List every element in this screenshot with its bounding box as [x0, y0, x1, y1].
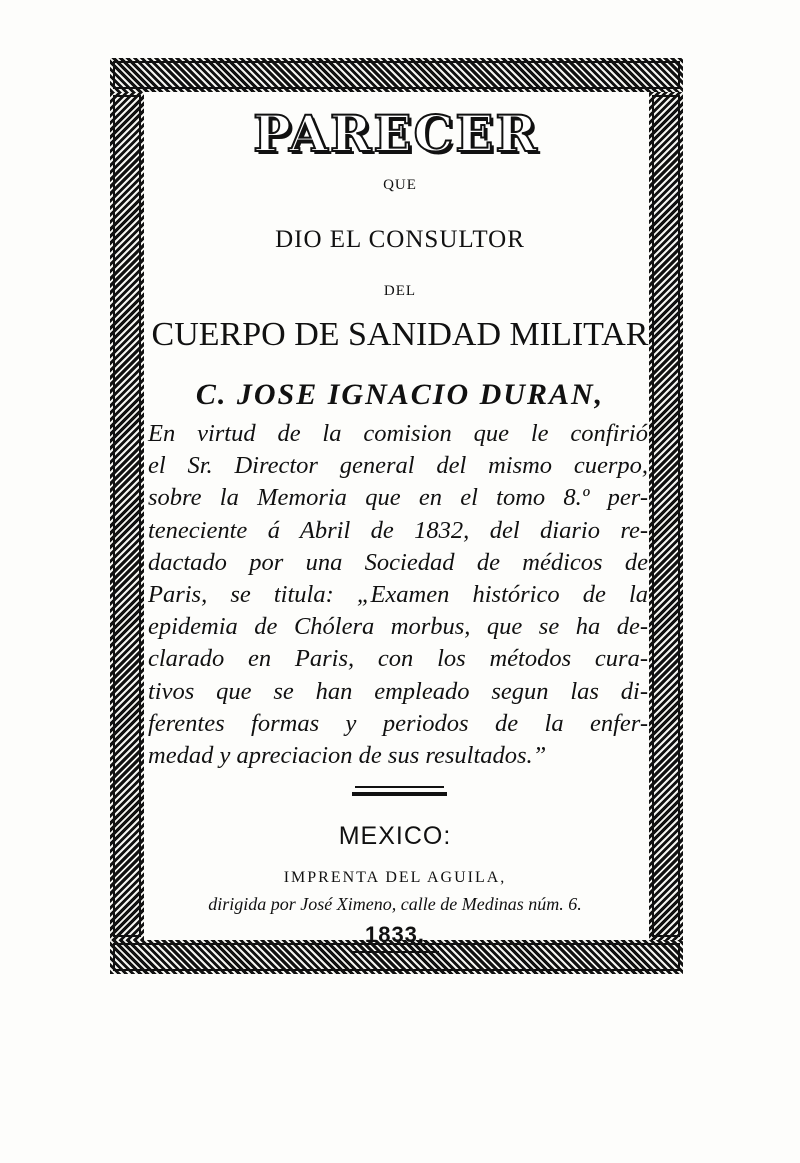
subtitle-consultor: DIO EL CONSULTOR — [275, 226, 525, 253]
description-paragraph — [148, 418, 648, 772]
paragraph-line: medad y apreciacion de sus resultados.” — [148, 742, 547, 770]
paragraph-line: teneciente á Abril de 1832, del diario re- — [148, 516, 648, 544]
paragraph-line: Paris, se titula: „Examen histórico de la — [148, 581, 648, 609]
paragraph-line: ferentes formas y periodos de la enfer- — [148, 709, 648, 737]
paragraph-line: el Sr. Director general del mismo cuerpo, — [148, 452, 648, 480]
border-left — [110, 92, 144, 940]
divider-rule-thick — [352, 792, 447, 796]
imprint-address: dirigida por José Ximeno, calle de Medinas núm. 6. — [208, 894, 582, 914]
page-title: PARECER — [253, 104, 539, 163]
imprint-city: MEXICO: — [338, 822, 452, 850]
bottom-rule — [353, 951, 439, 953]
paragraph-line: dactado por una Sociedad de médicos de — [148, 548, 648, 576]
paragraph-line: sobre la Memoria que en el tomo 8.º per- — [148, 484, 648, 512]
subtitle-del: DEL — [383, 283, 417, 299]
subtitle-que: QUE — [383, 177, 417, 193]
border-right — [649, 92, 683, 940]
paragraph-line: tivos que se han empleado segun las di- — [148, 677, 648, 705]
paragraph-line: En virtud de la comision que le confirió — [148, 420, 648, 447]
imprint-year: 1833. — [364, 922, 426, 947]
divider-rule — [355, 786, 444, 788]
institution-name: CUERPO DE SANIDAD MILITAR — [151, 316, 649, 353]
paragraph-line: clarado en Paris, con los métodos cura- — [148, 645, 648, 673]
border-top — [110, 58, 683, 92]
author-name: C. JOSE IGNACIO DURAN, — [195, 378, 605, 411]
imprint-press: IMPRENTA DEL AGUILA, — [283, 869, 507, 886]
paragraph-line: epidemia de Chólera morbus, que se ha de- — [148, 613, 648, 641]
